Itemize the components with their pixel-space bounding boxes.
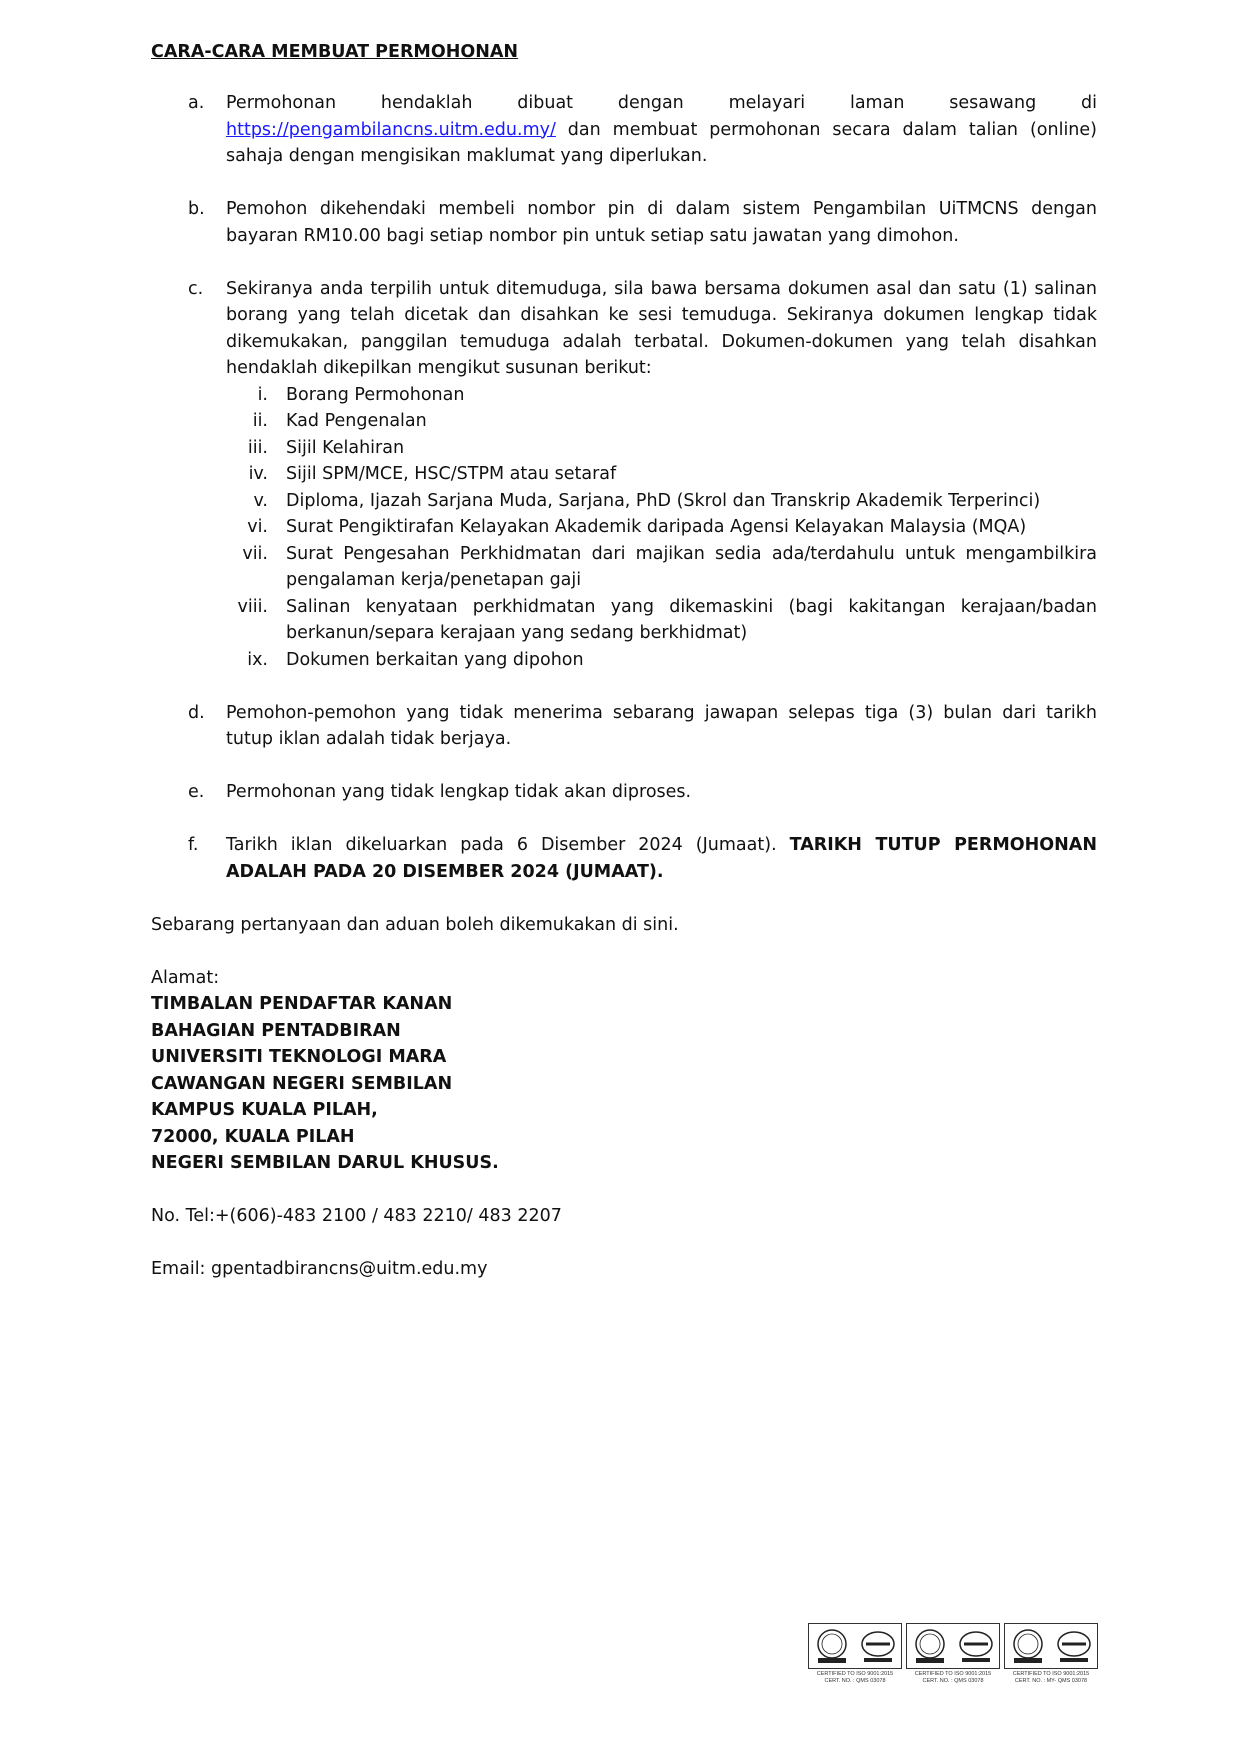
checklist-item-text: Surat Pengiktirafan Kelayakan Akademik daripada Agensi Kelayakan Malaysia (MQA)	[286, 517, 1027, 537]
checklist-item-text: Kad Pengenalan	[286, 411, 427, 431]
checklist-item	[151, 408, 1097, 435]
checklist-item-text: Dokumen berkaitan yang dipohon	[286, 649, 584, 670]
closing-date-notice: TARIKH TUTUP PERMOHONAN ADALAH PADA 20 DISEMBER 2024 (JUMAAT).	[226, 835, 1097, 882]
certification-number: CERT. NO. : MY- QMS 03078	[1014, 1678, 1088, 1684]
roman-numeral: iii.	[247, 437, 268, 458]
checklist-item-text: Borang Permohonan	[286, 384, 465, 405]
item-a-rest: dan membuat permohonan secara dalam talian (online) sahaja dengan mengisikan maklumat yang diperlukan.	[226, 119, 1097, 166]
page-heading: CARA-CARA MEMBUAT PERMOHONAN	[151, 42, 519, 62]
roman-numeral: viii.	[237, 596, 268, 617]
checklist-item	[151, 514, 1097, 541]
certification-number: CERT. NO. : QMS 03078	[824, 1678, 886, 1684]
certification-badge	[808, 1623, 902, 1669]
checklist-item	[151, 488, 1097, 515]
accreditation-mark-icon	[1054, 1627, 1094, 1665]
list-item-c	[151, 276, 1097, 674]
quality-system-seal-icon	[812, 1627, 852, 1665]
address-line: UNIVERSITI TEKNOLOGI MARA	[151, 1047, 447, 1067]
item-e-text: Permohonan yang tidak lengkap tidak akan diproses.	[226, 782, 692, 802]
phone-text: No. Tel:+(606)-483 2100 / 483 2210/ 483 2207	[151, 1206, 562, 1226]
certification-standard: CERTIFIED TO ISO 9001:2015	[816, 1671, 894, 1677]
address-line: TIMBALAN PENDAFTAR KANAN	[151, 994, 453, 1014]
roman-numeral: vii.	[242, 543, 268, 564]
document-page	[151, 42, 1097, 1309]
list-marker: b.	[188, 199, 205, 219]
certification-standard: CERTIFIED TO ISO 9001:2015	[1012, 1671, 1090, 1677]
checklist-item-text: Salinan kenyataan perkhidmatan yang dikemaskini (bagi kakitangan kerajaan/badan berkanun/separa kerajaan yang sedang berkhidmat)	[286, 596, 1097, 643]
list-marker: e.	[188, 782, 205, 802]
certification-badge	[1004, 1623, 1098, 1669]
list-item-e	[151, 779, 1097, 806]
checklist-item-text: Diploma, Ijazah Sarjana Muda, Sarjana, PhD (Skrol dan Transkrip Akademik Terperinci)	[286, 490, 1041, 511]
checklist-item	[151, 594, 1097, 647]
certification-logos	[808, 1623, 1100, 1693]
item-f-text: Tarikh iklan dikeluarkan pada 6 Disember 2024 (Jumaat).	[226, 835, 790, 855]
checklist-item	[151, 541, 1097, 594]
list-marker: d.	[188, 702, 205, 723]
certification-caption	[1004, 1671, 1098, 1685]
list-item-d	[151, 700, 1097, 753]
checklist-item	[151, 647, 1097, 674]
roman-numeral: ii.	[252, 411, 268, 431]
email-text: Email: gpentadbirancns@uitm.edu.my	[151, 1259, 488, 1279]
enquiry-text: Sebarang pertanyaan dan aduan boleh dikemukakan di sini.	[151, 914, 679, 935]
certification-caption	[906, 1671, 1000, 1685]
accreditation-mark-icon	[956, 1627, 996, 1665]
checklist-item	[151, 461, 1097, 488]
application-website-link[interactable]: https://pengambilancns.uitm.edu.my/	[226, 119, 556, 140]
item-c-text: Sekiranya anda terpilih untuk ditemuduga, sila bawa bersama dokumen asal dan satu (1) salinan borang yang telah dicetak dan disahkan ke sesi temuduga. Sekiranya dokumen lengkap tidak dikemukakan, panggilan temuduga adalah terbatal. Dokumen-dokumen yang telah disahkan hendaklah dikepilkan mengikut susunan berikut:	[226, 278, 1097, 378]
roman-numeral: iv.	[248, 464, 268, 484]
certification-standard: CERTIFIED TO ISO 9001:2015	[914, 1671, 992, 1677]
checklist-item	[151, 435, 1097, 462]
checklist-item-text: Sijil SPM/MCE, HSC/STPM atau setaraf	[286, 464, 617, 484]
item-a-line1: Permohonan hendaklah dibuat dengan melayari laman sesawang di	[226, 93, 1097, 113]
checklist-item	[151, 382, 1097, 409]
address-line: BAHAGIAN PENTADBIRAN	[151, 1020, 401, 1041]
address-line: KAMPUS KUALA PILAH,	[151, 1100, 378, 1120]
item-b-text: Pemohon dikehendaki membeli nombor pin di dalam sistem Pengambilan UiTMCNS dengan bayaran RM10.00 bagi setiap nombor pin untuk setiap satu jawatan yang dimohon.	[226, 199, 1097, 246]
address-line: NEGERI SEMBILAN DARUL KHUSUS.	[151, 1153, 499, 1173]
quality-system-seal-icon	[910, 1627, 950, 1665]
address-label: Alamat:	[151, 967, 220, 988]
list-item-b	[151, 196, 1097, 249]
list-item-f	[151, 832, 1097, 885]
address-line: CAWANGAN NEGERI SEMBILAN	[151, 1073, 453, 1094]
address-line: 72000, KUALA PILAH	[151, 1126, 355, 1147]
list-marker: a.	[188, 93, 205, 113]
roman-numeral: i.	[257, 384, 268, 405]
list-marker: c.	[188, 278, 204, 299]
certification-caption	[808, 1671, 902, 1685]
address-block	[151, 991, 1097, 1177]
item-d-text: Pemohon-pemohon yang tidak menerima sebarang jawapan selepas tiga (3) bulan dari tarikh tutup iklan adalah tidak berjaya.	[226, 702, 1097, 749]
quality-system-seal-icon	[1008, 1627, 1048, 1665]
list-item-a	[151, 90, 1097, 170]
certification-number: CERT. NO. : QMS 03078	[922, 1678, 984, 1684]
roman-numeral: ix.	[247, 649, 268, 670]
roman-numeral: v.	[253, 490, 268, 511]
document-checklist	[226, 382, 1097, 674]
roman-numeral: vi.	[247, 517, 268, 537]
accreditation-mark-icon	[858, 1627, 898, 1665]
checklist-item-text: Surat Pengesahan Perkhidmatan dari majikan sedia ada/terdahulu untuk mengambilkira pengalaman kerja/penetapan gaji	[286, 543, 1097, 590]
list-marker: f.	[188, 835, 199, 855]
certification-badge	[906, 1623, 1000, 1669]
checklist-item-text: Sijil Kelahiran	[286, 437, 405, 458]
